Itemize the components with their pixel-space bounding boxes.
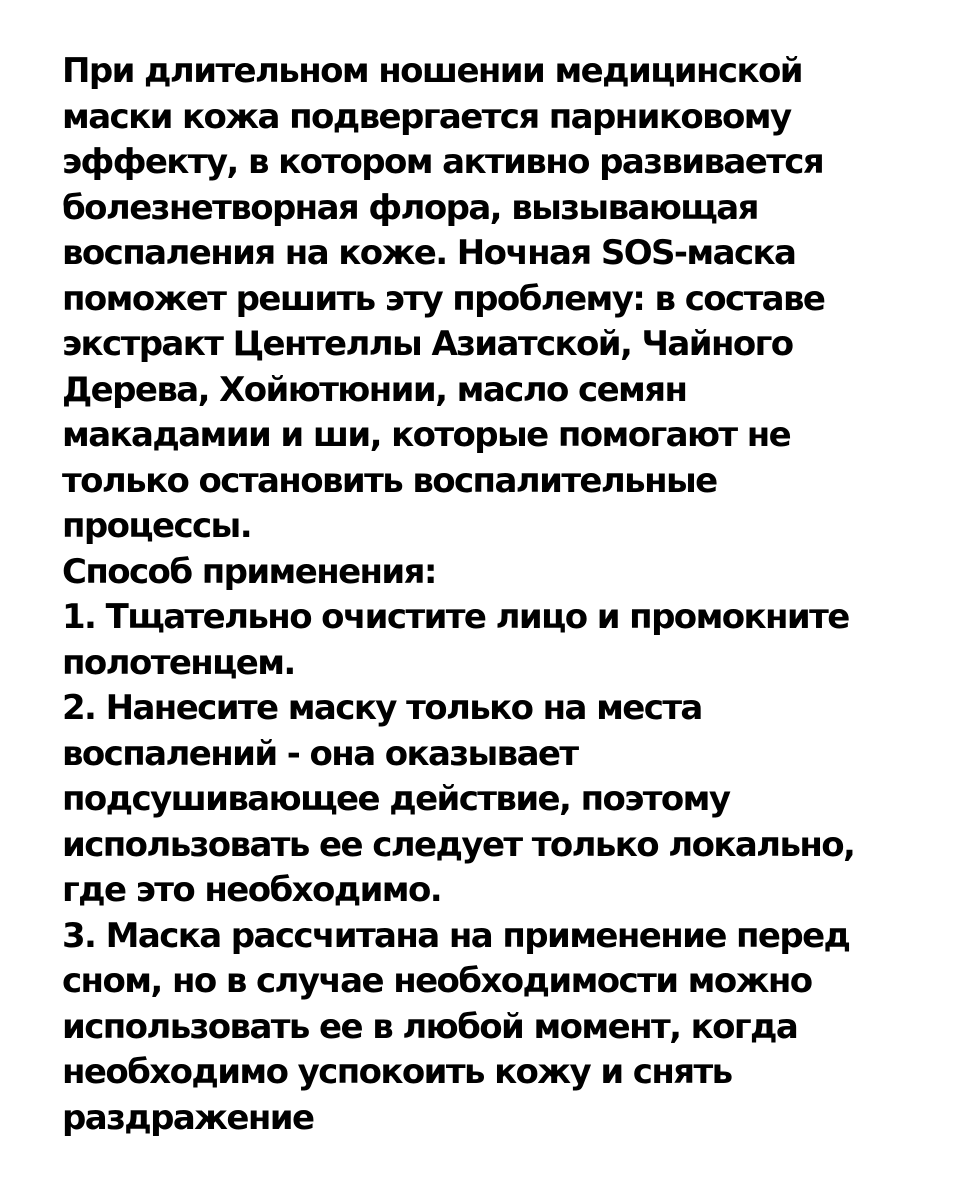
text-line: При длительном ношении медицинской: [62, 51, 802, 91]
step-2-line: 2. Нанесите маску только на места: [62, 688, 702, 728]
text-line: маски кожа подвергается парниковому: [62, 96, 791, 137]
text-line: Дерева, Хойютюнии, масло семян: [62, 369, 687, 410]
text-line: макадамии и ши, которые помогают не: [62, 415, 791, 455]
text-line: болезнетворная флора, вызывающая: [62, 187, 758, 228]
step-1-line: 1. Тщательно очистите лицо и промокните: [62, 597, 849, 637]
text-line: только остановить воспалительные: [62, 460, 717, 501]
product-description-text: [62, 49, 942, 1141]
text-line: поможет решить эту проблему: в составе: [62, 278, 825, 319]
text-line: эффекту, в котором активно развивается: [62, 142, 824, 182]
step-2-line: где это необходимо.: [62, 870, 442, 910]
step-3-line: 3. Маска рассчитана на применение перед: [62, 915, 850, 956]
step-3-line: необходимо успокоить кожу и снять: [62, 1052, 732, 1092]
step-3-line: использовать ее в любой момент, когда: [62, 1006, 798, 1047]
step-1-line: полотенцем.: [62, 642, 295, 683]
section-heading-usage: Способ применения:: [62, 551, 436, 592]
step-3-line: раздражение: [62, 1097, 314, 1138]
text-line: процессы.: [62, 506, 252, 546]
step-2-line: подсушивающее действие, поэтому: [62, 779, 730, 819]
step-2-line: воспалений - она оказывает: [62, 733, 578, 774]
step-2-line: использовать ее следует только локально,: [62, 824, 855, 865]
text-line: воспаления на коже. Ночная SOS-маска: [62, 233, 796, 273]
text-line: экстракт Центеллы Азиатской, Чайного: [62, 324, 793, 364]
step-3-line: сном, но в случае необходимости можно: [62, 961, 812, 1001]
